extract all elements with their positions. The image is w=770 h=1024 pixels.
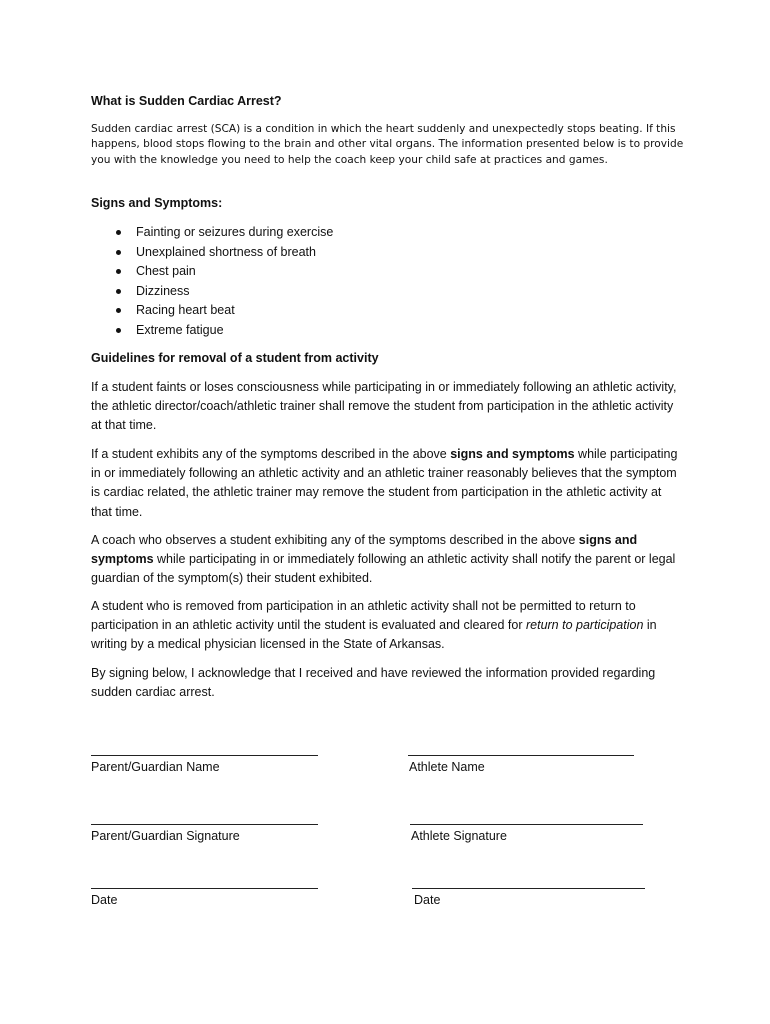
list-item-text: Racing heart beat [136, 303, 235, 317]
text-run: If a student exhibits any of the symptoms described in the above [91, 447, 451, 461]
list-item [91, 321, 333, 341]
list-item [91, 262, 333, 282]
paragraph-faint: If a student faints or loses consciousness while participating in or immediately following an athletic activity, the athletic director/coach/athletic trainer shall remove the student from participation in the athletic activity at that time. [91, 380, 677, 433]
date-left-label: Date [91, 893, 118, 907]
text-run: in writing by a medical physician licensed in the State of Arkansas. [91, 618, 657, 652]
athlete-name-label: Athlete Name [409, 760, 485, 774]
paragraph-return [91, 597, 681, 655]
list-item [91, 282, 333, 302]
text-run-bold: signs and symptoms [91, 533, 638, 567]
bullet-icon [116, 308, 121, 313]
bullet-icon [116, 289, 121, 294]
signs-list [91, 223, 333, 340]
parent-signature-line[interactable] [91, 824, 318, 825]
paragraph-trainer [91, 445, 681, 522]
athlete-signature-label: Athlete Signature [411, 829, 507, 843]
date-right-line[interactable] [412, 888, 645, 889]
text-run-italic: return to participation [525, 618, 644, 633]
list-item [91, 243, 333, 263]
parent-signature-label: Parent/Guardian Signature [91, 829, 240, 843]
intro-paragraph: Sudden cardiac arrest (SCA) is a condition in which the heart suddenly and unexpectedly stops beating. If this happens, blood stops flowing to the brain and other vital organs. The information presented below is to provide you with the knowledge you need to help the coach keep your child safe at practices and games. [91, 123, 684, 166]
date-left-line[interactable] [91, 888, 318, 889]
text-run: while participating in or immediately following an athletic activity and an athletic trainer reasonably believes that the symptom is cardiac related, the athletic trainer may remove the student from participation in the athletic activity at that time. [91, 447, 678, 519]
athlete-signature-line[interactable] [410, 824, 643, 825]
paragraph-acknowledge: By signing below, I acknowledge that I received and have reviewed the information provided regarding sudden cardiac arrest. [91, 666, 656, 700]
paragraph-coach [91, 531, 681, 589]
page-title: What is Sudden Cardiac Arrest? [91, 94, 282, 108]
date-right-label: Date [414, 893, 441, 907]
list-item-text: Dizziness [136, 283, 190, 298]
text-run: A coach who observes a student exhibiting any of the symptoms described in the above [91, 533, 579, 547]
list-item-text: Extreme fatigue [136, 322, 224, 337]
signs-heading: Signs and Symptoms: [91, 196, 223, 210]
bullet-icon [116, 230, 121, 235]
bullet-icon [116, 250, 121, 255]
list-item-text: Chest pain [136, 264, 196, 278]
text-run: while participating in or immediately following an athletic activity shall notify the parent or legal guardian of the symptom(s) their student exhibited. [91, 552, 676, 586]
list-item-text: Fainting or seizures during exercise [136, 225, 334, 239]
list-item [91, 223, 333, 243]
athlete-name-line[interactable] [408, 755, 634, 756]
bullet-icon [116, 269, 121, 274]
text-run: A student who is removed from participation in an athletic activity shall not be permitted to return to participation in an athletic activity until the student is evaluated and cleared for [91, 599, 636, 633]
list-item [91, 301, 333, 321]
parent-name-label: Parent/Guardian Name [91, 760, 220, 774]
parent-name-line[interactable] [91, 755, 318, 756]
guidelines-heading: Guidelines for removal of a student from activity [91, 351, 379, 365]
list-item-text: Unexplained shortness of breath [136, 244, 316, 259]
bullet-icon [116, 328, 121, 333]
text-run-bold: signs and symptoms [450, 447, 575, 461]
